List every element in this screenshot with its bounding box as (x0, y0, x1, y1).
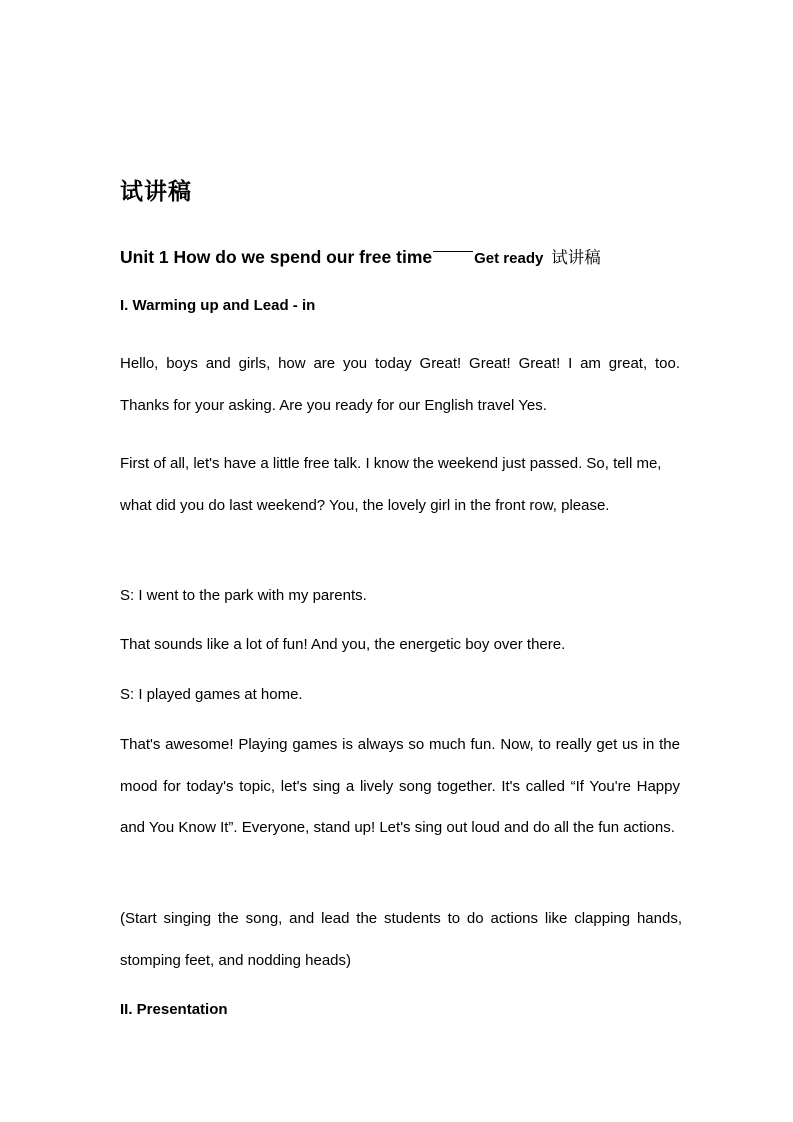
unit-heading (120, 243, 740, 273)
paragraph-teacher-response: That sounds like a lot of fun! And you, the energetic boy over there. (120, 636, 566, 653)
section-heading-presentation: II. Presentation (120, 1001, 228, 1018)
paragraph-free-talk: First of all, let's have a little free talk. I know the weekend just passed. So, tell me, what did you do last weekend? You, the lovely girl in the front row, please. (120, 455, 662, 514)
document-title: 试讲稿 (120, 178, 192, 204)
em-dash-rule (433, 251, 473, 252)
paragraph-stage-direction: (Start singing the song, and lead the students to do actions like clapping hands, stomping feet, and nodding heads) (120, 910, 682, 969)
section-heading-warming-up: I. Warming up and Lead - in (120, 297, 316, 314)
unit-heading-subtitle: Get ready (474, 250, 544, 267)
unit-heading-suffix: 试讲稿 (551, 249, 601, 267)
paragraph-song-intro: That's awesome! Playing games is always so much fun. Now, to really get us in the mood for today's topic, let's sing a lively song together. It's called “If You're Happy and You Know It”. Everyone, stand up! Let's sing out loud and do all the fun actions. (120, 736, 680, 836)
paragraph-greeting: Hello, boys and girls, how are you today Great! Great! Great! I am great, too. Thanks for your asking. Are you ready for our English travel Yes. (120, 355, 680, 414)
paragraph-student-answer-2: S: I played games at home. (120, 686, 303, 703)
paragraph-student-answer-1: S: I went to the park with my parents. (120, 587, 367, 604)
unit-heading-main: Unit 1 How do we spend our free time (120, 247, 433, 267)
